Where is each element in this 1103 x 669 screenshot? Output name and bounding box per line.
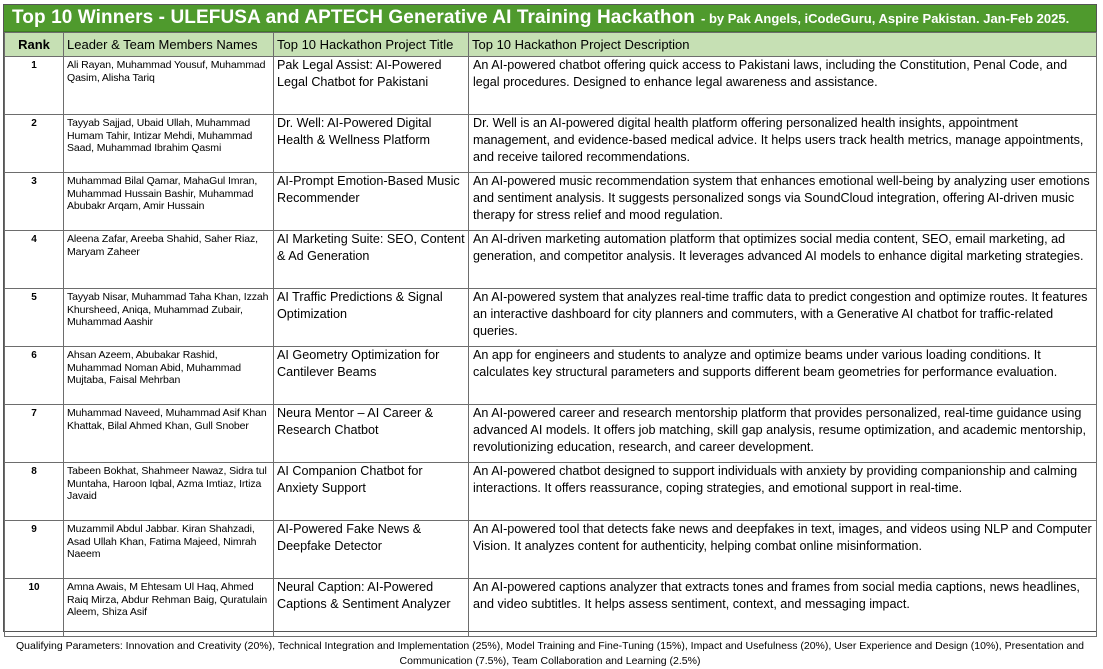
rank-cell: 10 xyxy=(5,579,64,637)
project-description-cell: An AI-powered tool that detects fake news and deepfakes in text, images, and videos using NLP and Computer Vision. It analyzes content for authenticity, helping combat online misinformation. xyxy=(469,521,1097,579)
table-row xyxy=(5,521,1097,579)
rank-cell: 4 xyxy=(5,231,64,289)
table-row xyxy=(5,115,1097,173)
rank-cell: 3 xyxy=(5,173,64,231)
project-title-cell: Neural Caption: AI-Powered Captions & Sentiment Analyzer xyxy=(274,579,469,637)
header-row xyxy=(5,33,1097,57)
project-title-cell: AI Marketing Suite: SEO, Content & Ad Generation xyxy=(274,231,469,289)
project-title-cell: AI-Prompt Emotion-Based Music Recommender xyxy=(274,173,469,231)
rank-cell: 5 xyxy=(5,289,64,347)
members-cell: Tayyab Nisar, Muhammad Taha Khan, Izzah Khursheed, Aniqa, Muhammad Zubair, Muhammad Aashir xyxy=(64,289,274,347)
project-title-cell: Neura Mentor – AI Career & Research Chatbot xyxy=(274,405,469,463)
members-cell: Tayyab Sajjad, Ubaid Ullah, Muhammad Humam Tahir, Intizar Mehdi, Muhammad Saad, Muhammad Ibrahim Qasmi xyxy=(64,115,274,173)
table-row xyxy=(5,57,1097,115)
title-main: Top 10 Winners - ULEFUSA and APTECH Generative AI Training Hackathon xyxy=(12,7,695,28)
table-row xyxy=(5,289,1097,347)
members-cell: Muhammad Bilal Qamar, MahaGul Imran, Muhammad Hussain Bashir, Muhammad Abubakr Arqam, Amir Hussain xyxy=(64,173,274,231)
header-rank: Rank xyxy=(5,33,64,57)
members-cell: Ali Rayan, Muhammad Yousuf, Muhammad Qasim, Alisha Tariq xyxy=(64,57,274,115)
header-description: Top 10 Hackathon Project Description xyxy=(469,33,1097,57)
project-description-cell: An AI-powered chatbot offering quick access to Pakistani laws, including the Constitution, Penal Code, and legal procedures. Designed to enhance legal awareness and assistance. xyxy=(469,57,1097,115)
project-description-cell: An AI-powered chatbot designed to support individuals with anxiety by providing companionship and calming interactions. It offers reassurance, coping strategies, and emotional support in real-time. xyxy=(469,463,1097,521)
project-title-cell: Pak Legal Assist: AI-Powered Legal Chatbot for Pakistani xyxy=(274,57,469,115)
project-title-cell: AI Companion Chatbot for Anxiety Support xyxy=(274,463,469,521)
table-row xyxy=(5,463,1097,521)
project-title-cell: Dr. Well: AI-Powered Digital Health & Wellness Platform xyxy=(274,115,469,173)
rank-cell: 8 xyxy=(5,463,64,521)
rank-cell: 9 xyxy=(5,521,64,579)
project-title-cell: AI-Powered Fake News & Deepfake Detector xyxy=(274,521,469,579)
qualifying-parameters: Qualifying Parameters: Innovation and Creativity (20%), Technical Integration and Implementation (25%), Model Training and Fine-Tuning (15%), Impact and Usefulness (20%), User Experience and Design (10%), Presentation and Communication (7.5%), Team Collaboration and Learning (2.5%) xyxy=(15,640,1085,667)
members-cell: Aleena Zafar, Areeba Shahid, Saher Riaz, Maryam Zaheer xyxy=(64,231,274,289)
winners-table xyxy=(4,32,1097,637)
title-subtitle: - by Pak Angels, iCodeGuru, Aspire Pakistan. Jan-Feb 2025. xyxy=(701,10,1070,26)
header-title: Top 10 Hackathon Project Title xyxy=(274,33,469,57)
header-members: Leader & Team Members Names xyxy=(64,33,274,57)
table-row xyxy=(5,231,1097,289)
members-cell: Ahsan Azeem, Abubakar Rashid, Muhammad Noman Abid, Muhammad Mujtaba, Faisal Mehrban xyxy=(64,347,274,405)
members-cell: Muhammad Naveed, Muhammad Asif Khan Khattak, Bilal Ahmed Khan, Gull Snober xyxy=(64,405,274,463)
table-row xyxy=(5,173,1097,231)
rank-cell: 6 xyxy=(5,347,64,405)
rank-cell: 1 xyxy=(5,57,64,115)
members-cell: Tabeen Bokhat, Shahmeer Nawaz, Sidra tul Muntaha, Haroon Iqbal, Azma Imtiaz, Irtiza Javaid xyxy=(64,463,274,521)
rank-cell: 7 xyxy=(5,405,64,463)
members-cell: Amna Awais, M Ehtesam Ul Haq, Ahmed Raiq Mirza, Abdur Rehman Baig, Quratulain Aleem, Shiza Asif xyxy=(64,579,274,637)
project-description-cell: An AI-powered system that analyzes real-time traffic data to predict congestion and optimize routes. It features an interactive dashboard for city planners and commuters, with a Generative AI chatbot for traffic-related queries. xyxy=(469,289,1097,347)
project-title-cell: AI Geometry Optimization for Cantilever Beams xyxy=(274,347,469,405)
project-description-cell: An AI-driven marketing automation platform that optimizes social media content, SEO, email marketing, ad generation, and competitor analysis. It leverages advanced AI models to enhance digital marketing strategies. xyxy=(469,231,1097,289)
project-description-cell: Dr. Well is an AI-powered digital health platform offering personalized health insights, appointment management, and evidence-based medical advice. It helps users track health metrics, manage appointments, and receive tailored recommendations. xyxy=(469,115,1097,173)
project-title-cell: AI Traffic Predictions & Signal Optimization xyxy=(274,289,469,347)
project-description-cell: An AI-powered career and research mentorship platform that provides personalized, real-time guidance using advanced AI models. It offers job matching, skill gap analysis, resume optimization, and academic mentorship, revolutionizing education, research, and career development. xyxy=(469,405,1097,463)
document-title xyxy=(4,5,1096,32)
members-cell: Muzammil Abdul Jabbar. Kiran Shahzadi, Asad Ullah Khan, Fatima Majeed, Nimrah Naeem xyxy=(64,521,274,579)
project-description-cell: An AI-powered music recommendation system that enhances emotional well-being by analyzing user emotions and sentiment analysis. It suggests personalized songs via SoundCloud integration, offering AI-driven music therapy for stress relief and mood regulation. xyxy=(469,173,1097,231)
table-row xyxy=(5,405,1097,463)
table-row xyxy=(5,347,1097,405)
rank-cell: 2 xyxy=(5,115,64,173)
winners-document xyxy=(3,4,1097,667)
project-description-cell: An AI-powered captions analyzer that extracts tones and frames from social media captions, news headlines, and video subtitles. It helps assess sentiment, context, and messaging impact. xyxy=(469,579,1097,637)
table-row xyxy=(5,579,1097,637)
project-description-cell: An app for engineers and students to analyze and optimize beams under various loading conditions. It calculates key structural parameters and supports different beam geometries for performance evaluation. xyxy=(469,347,1097,405)
